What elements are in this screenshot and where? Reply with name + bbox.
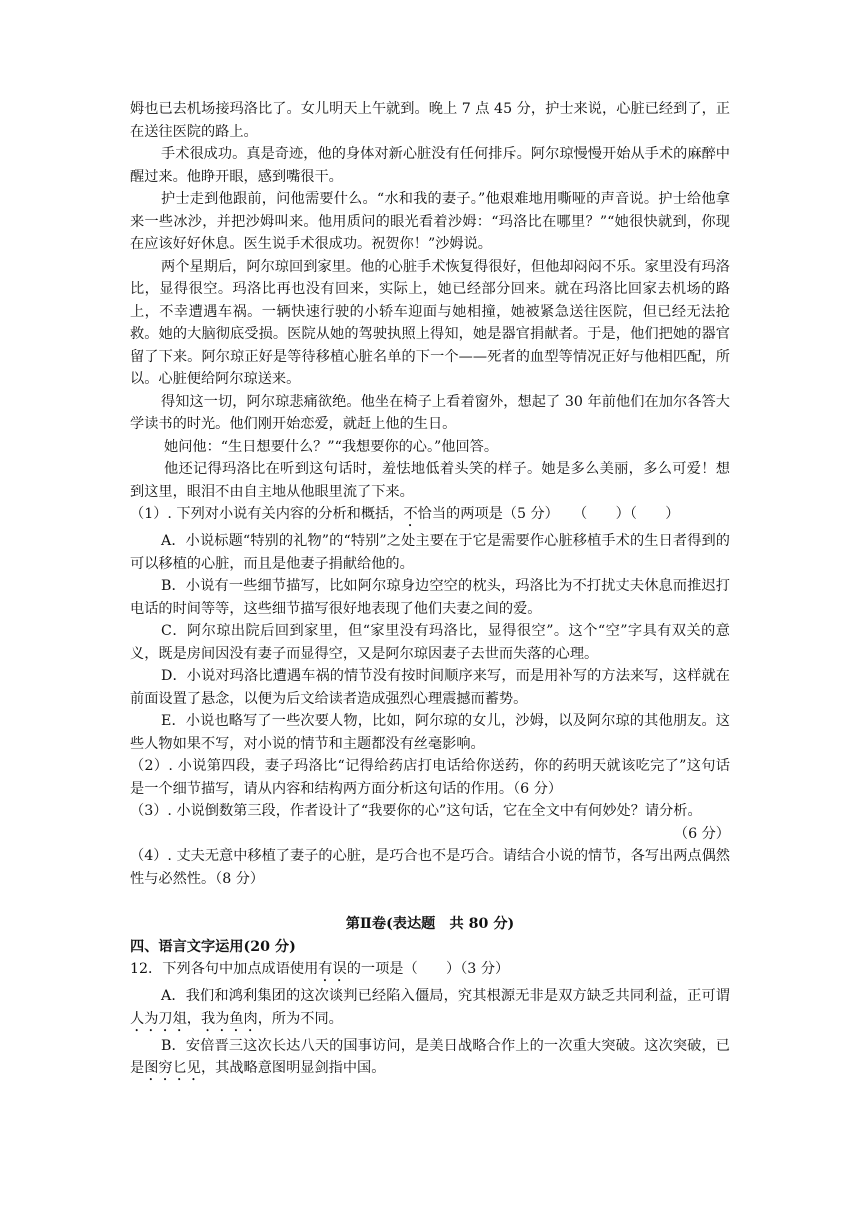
question-1-option-c: C．阿尔琼出院后回到家里，但“家里没有玛洛比，显得很空”。这个“空”字具有双关的意义，既是房间因没有妻子而显得空，又是阿尔琼因妻子去世而失落的心理。	[130, 623, 730, 662]
question-3-score: （6 分）	[673, 825, 730, 842]
question-12-stem: 12．下列各句中加点成语使用有误的一项是（ ）（3 分）	[130, 961, 510, 977]
section-heading: 四、语言文字运用(20 分)	[130, 938, 296, 955]
part-2-title: 第Ⅱ卷(表达题 共 80 分)	[345, 916, 515, 932]
exam-page	[130, 98, 730, 1084]
question-1-option-d: D．小说对玛洛比遭遇车祸的情节没有按时间顺序来写，而是用补写的方法来写，这样就在前面设置了悬念，以便为后文给读者造成强烈心理震撼而蓄势。	[130, 668, 730, 707]
emphasis-idiom-a: 人为刀俎，我为鱼肉	[130, 1010, 258, 1027]
question-3: （3）. 小说倒数第三段，作者设计了“我要你的心”这句话，它在全文中有何妙处？请分析。	[130, 803, 702, 819]
emphasis-not: 不	[403, 506, 418, 522]
question-1-option-b: B．小说有一些细节描写，比如阿尔琼身边空空的枕头，玛洛比为不打扰丈夫休息而推迟打电话的时间等等，这些细节描写很好地表现了他们夫妻之间的爱。	[130, 578, 730, 617]
emphasis-wrong: 有误	[318, 961, 347, 977]
story-paragraph: 得知这一切，阿尔琼悲痛欲绝。他坐在椅子上看着窗外，想起了 30 年前他们在加尔各答大学读书的时光。他们刚开始恋爱，就赶上他的生日。	[130, 393, 730, 432]
question-1-option-a: A．小说标题“特别的礼物”的“特别”之处主要在于它是需要作心脏移植手术的生日者得到的可以移植的心脏，而且是他妻子捐献给他的。	[130, 533, 730, 572]
question-4: （4）. 丈夫无意中移植了妻子的心脏，是巧合也不是巧合。请结合小说的情节，各写出两点偶然性与必然性。（8 分）	[130, 848, 730, 887]
story-paragraph: 姆也已去机场接玛洛比了。女儿明天上午就到。晚上 7 点 45 分，护士来说，心脏已经到了，正在送往医院的路上。	[130, 101, 730, 140]
question-2: （2）. 小说第四段，妻子玛洛比“记得给药店打电话给你送药，你的药明天就该吃完了”这句话是一个细节描写，请从内容和结构两方面分析这句话的作用。（6 分）	[130, 758, 730, 797]
story-paragraph: 她问他：“生日想要什么？”“我想要你的心。”他回答。	[164, 438, 499, 455]
question-1-stem: （1）. 下列对小说有关内容的分析和概括，不恰当的两项是（5 分） （ ）（ ）	[130, 506, 680, 522]
story-paragraph: 手术很成功。真是奇迹，他的身体对新心脏没有任何排斥。阿尔琼慢慢开始从手术的麻醉中醒过来。他睁开眼，感到嘴很干。	[130, 146, 730, 185]
emphasis-idiom-b: 图穷匕见	[144, 1060, 201, 1076]
story-paragraph: 护士走到他跟前，问他需要什么。“水和我的妻子。”他艰难地用嘶哑的声音说。护士给他拿来一些冰沙，并把沙姆叫来。他用质问的眼光看着沙姆：“玛洛比在哪里？”“她很快就到，你现在应该好好休息。医生说手术很成功。祝贺你！”沙姆说。	[130, 191, 730, 252]
question-12-option-a: A．我们和鸿利集团的这次谈判已经陷入僵局，究其根源无非是双方缺乏共同利益，正可谓人为刀俎，我为鱼肉，所为不同。	[130, 988, 730, 1027]
story-paragraph: 他还记得玛洛比在听到这句话时，羞怯地低着头笑的样子。她是多么美丽，多么可爱！想到这里，眼泪不由自主地从他眼里流了下来。	[130, 461, 730, 500]
story-paragraph: 两个星期后，阿尔琼回到家里。他的心脏手术恢复得很好，但他却闷闷不乐。家里没有玛洛比，显得很空。玛洛比再也没有回来，实际上，她已经部分回来。就在玛洛比回家去机场的路上，不幸遭遇车祸。一辆快速行驶的小轿车迎面与她相撞，她被紧急送往医院，但已经无法抢救。她的大脑彻底受损。医院从她的驾驶执照上得知，她是器官捐献者。于是，他们把她的器官留了下来。阿尔琼正好是等待移植心脏名单的下一个——死者的血型等情况正好与他相匹配，所以。心脏便给阿尔琼送来。	[130, 258, 730, 387]
question-12-option-b: B．安倍晋三这次长达八天的国事访问，是美日战略合作上的一次重大突破。这次突破，已是图穷匕见，其战略意图明显剑指中国。	[130, 1037, 730, 1076]
question-1-option-e: E．小说也略写了一些次要人物，比如，阿尔琼的女儿，沙姆，以及阿尔琼的其他朋友。这些人物如果不写，对小说的情节和主题都没有丝毫影响。	[130, 713, 730, 752]
